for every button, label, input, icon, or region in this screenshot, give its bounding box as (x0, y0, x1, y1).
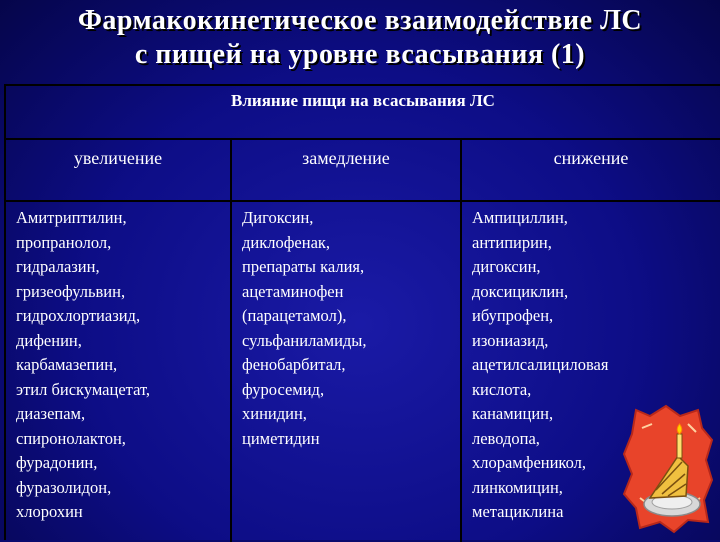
list-item: ацетаминофен (242, 281, 344, 301)
list-item: ацетилсалициловая (472, 355, 609, 374)
list-item: Дигоксин, (242, 208, 314, 227)
list-item: Амитриптилин, (16, 208, 127, 227)
food-absorption-table (4, 84, 720, 540)
list-item: (парацетамол), (242, 306, 347, 325)
list-item: кислота, (472, 379, 532, 399)
list-item: гризеофульвин, (16, 281, 126, 301)
list-item: сульфаниламиды, (242, 330, 367, 350)
list-item: диазепам, (16, 404, 86, 423)
list-item: ибупрофен, (472, 306, 554, 325)
list-item: пропранолол, (16, 232, 112, 252)
list-item: хлорамфеникол, (472, 453, 586, 472)
list-item: диклофенак, (242, 232, 331, 252)
column-header-increase: увеличение (6, 140, 230, 202)
list-item: фуразолидон, (16, 477, 112, 497)
list-item: леводопа, (472, 428, 540, 448)
candle (677, 434, 682, 458)
title-line-2: с пищей на уровне всасывания (1) (134, 39, 586, 70)
list-item: хлорохин (16, 502, 83, 521)
list-item: фуросемид, (242, 379, 325, 399)
list-item: линкомицин, (472, 477, 563, 497)
list-item: спиронолактон, (16, 428, 126, 448)
list-item: дифенин, (16, 330, 82, 350)
list-item: метациклина (472, 502, 564, 521)
list-item: этил бискумацетат, (16, 379, 151, 399)
column-slowdown-list (232, 202, 460, 542)
title-line-1: Фармакокинетическое взаимодействие ЛС (77, 5, 643, 36)
slide-title (0, 4, 720, 72)
list-item: антипирин, (472, 232, 552, 252)
table-caption: Влияние пищи на всасывания ЛС (6, 86, 720, 140)
cake-slice-icon (622, 404, 714, 534)
column-header-decrease: снижение (462, 140, 720, 202)
list-item: канамицин, (472, 404, 554, 423)
column-header-slowdown: замедление (232, 140, 460, 202)
list-item: фурадонин, (16, 453, 98, 472)
list-item: дигоксин, (472, 257, 541, 276)
list-item: гидрохлортиазид, (16, 306, 141, 325)
list-item: карбамазепин, (16, 355, 118, 374)
list-item: гидралазин, (16, 257, 100, 276)
flame-icon (677, 424, 682, 434)
list-item: хинидин, (242, 404, 307, 423)
column-increase-list (6, 202, 230, 542)
list-item: Ампициллин, (472, 208, 568, 227)
list-item: изониазид, (472, 330, 549, 350)
list-item: препараты калия, (242, 257, 365, 276)
list-item: фенобарбитал, (242, 355, 346, 374)
list-item: доксициклин, (472, 281, 569, 301)
list-item: циметидин (242, 428, 320, 448)
